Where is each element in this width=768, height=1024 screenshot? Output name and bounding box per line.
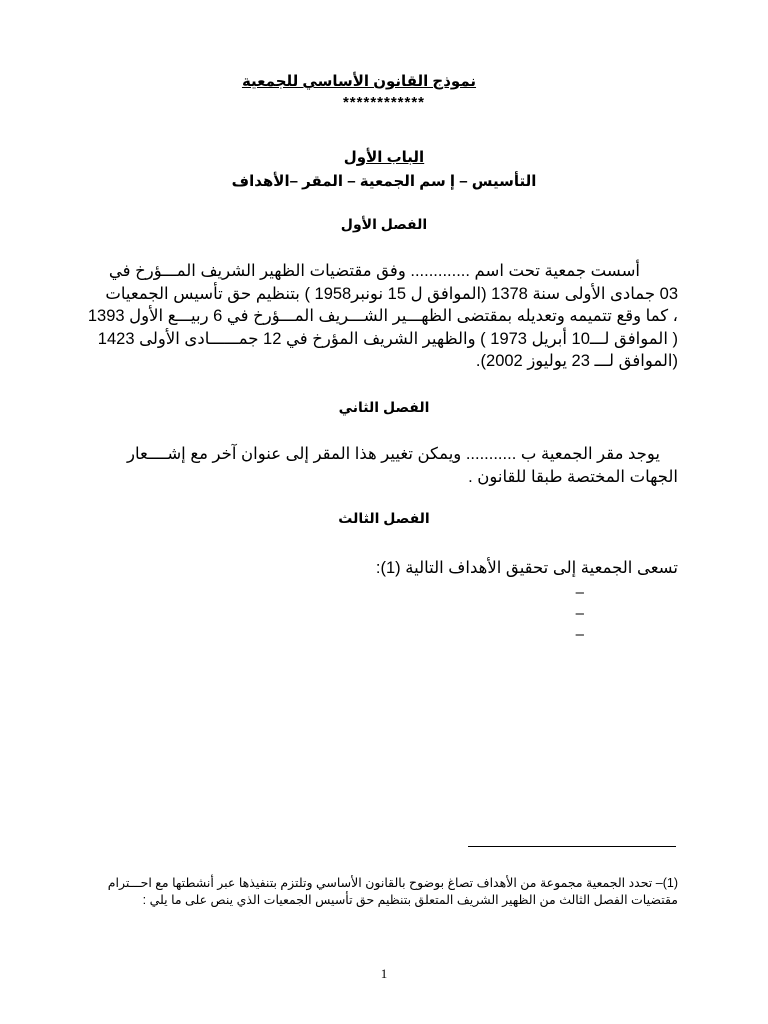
document-title: نموذج القانون الأساسي للجمعية: [241, 73, 477, 90]
chapter-3-title: الفصل الثالث: [338, 510, 430, 526]
chapter-1-line: أسست جمعية تحت اسم ............. وفق مقتضيات الظهير الشريف المـــؤرخ في: [108, 262, 640, 280]
chapter-1-line: ( الموافق لـــ10 أبريل 1973 ) والظهير الشريف المؤرخ في 12 جمــــــادى الأولى 1423: [97, 329, 678, 348]
chapter-3-intro: تسعى الجمعية إلى تحقيق الأهداف التالية (1):: [375, 559, 678, 577]
chapter-1-line: 03 جمادى الأولى سنة 1378 (الموافق ل 15 نونبر1958 ) بتنظيم حق تأسيس الجمعيات: [105, 284, 678, 303]
footnote-line: (1)– تحدد الجمعية مجموعة من الأهداف تصاغ بوضوح بالقانون الأساسي وتلتزم بتنفيذها عبر أنشطتها مع احـــترام: [107, 876, 678, 890]
objective-item: –: [575, 605, 584, 622]
chapter-2-line: الجهات المختصة طبقا للقانون .: [468, 467, 678, 486]
page-number: 1: [380, 966, 388, 981]
objective-item: –: [575, 584, 584, 601]
footnote-line: مقتضيات الفصل الثالث من الظهير الشريف المتعلق بتنظيم حق تأسيس الجمعيات الذي ينص على ما يلي :: [142, 893, 678, 907]
part-subtitle: التأسيس – إ سم الجمعية – المقر –الأهداف: [231, 173, 537, 190]
chapter-1-line: (الموافق لـــ 23 يوليوز 2002).: [475, 352, 678, 371]
title-stars-separator: ************: [342, 94, 426, 111]
chapter-2-body: [68, 443, 678, 488]
chapter-2-title: الفصل الثاني: [338, 399, 430, 415]
footnote-separator: [468, 846, 676, 847]
part-title: الباب الأول: [343, 149, 425, 166]
chapter-1-title: الفصل الأول: [340, 216, 428, 232]
chapter-1-line: ، كما وقع تتميمه وتعديله بمقتضى الظهـــير الشـــريف المـــؤرخ في 6 ربيـــع الأول 1393: [87, 307, 678, 326]
chapter-1-body: [68, 260, 678, 373]
footnote: [68, 875, 678, 909]
objective-item: –: [575, 626, 584, 643]
chapter-2-line: يوجد مقر الجمعية ب ........... ويمكن تغيير هذا المقر إلى عنوان آخر مع إشــــعار: [127, 445, 660, 463]
